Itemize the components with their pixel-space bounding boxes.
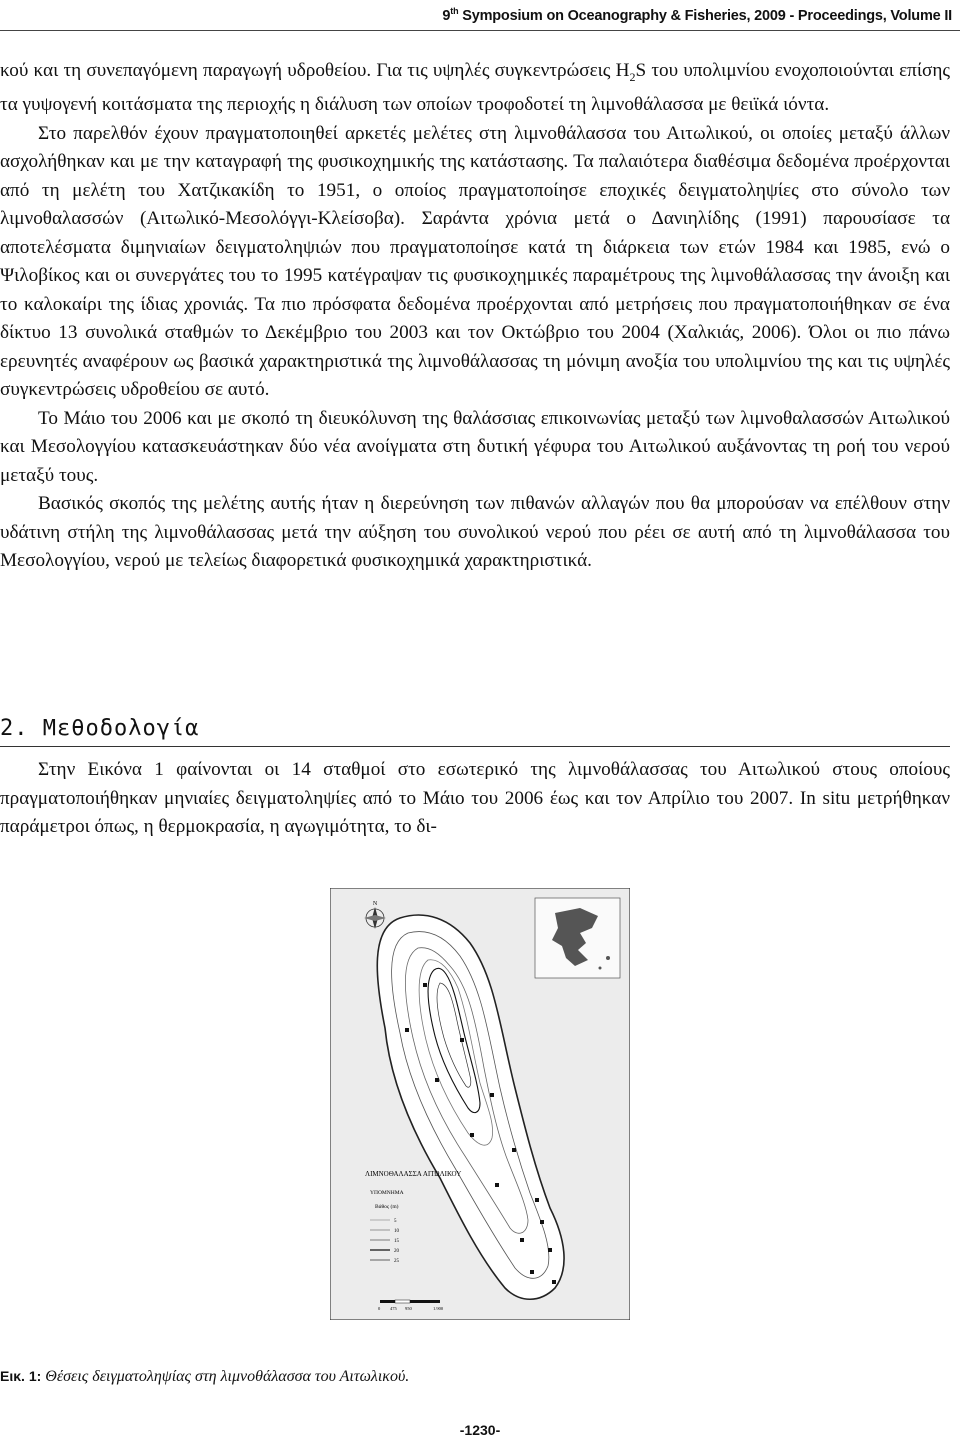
legend-item: 25 bbox=[394, 1259, 399, 1264]
paragraph-2: Στο παρελθόν έχουν πραγματοποιηθεί αρκετές μελέτες στη λιμνοθάλασσα του Αιτωλικού, οι οποίες μεταξύ άλλων ασχολήθηκαν και με την καταγραφή της φυσικοχημικής της κατάστασης. Τα παλαιότερα διαθέσιμα δεδομένα προέρχονται από τη μελέτη του Χατζικακίδη το 1951, ο οποίος πραγματοποίησε εποχικές δειγματοληψίες στο σύνολο των λιμνοθαλασσών (Αιτωλικό-Μεσολόγγι-Κλείσοβα). Σαράντα χρόνια μετά ο Δανιηλίδης (1991) παρουσίασε τα αποτελέσματα διμηνιαίων δειγματοληψιών που πραγματοποίησε κατά τη διάρκεια των ετών 1984 και 1985, ενώ ο Ψιλοβίκος και οι συνεργάτες του το 1995 κατέγραψαν τις φυσικοχημικές παραμέτρους της λιμνοθάλασσας την άνοιξη και το καλοκαίρι της ίδιας χρονιάς. Τα πιο πρόσφατα δεδομένα προέρχονται από μετρήσεις που πραγματοποιήθηκαν σε ένα δίκτυο 13 συνολικά σταθμών το Δεκέμβριο του 2003 και τον Οκτώβριο του 2004 (Χαλκιάς, 2006). Όλοι οι πιο πάνω ερευνητές αναφέρουν ως βασικά χαρακτηριστικά της λιμνοθάλασσας τη μόνιμη ανοξία του υπολιμνίου της και τις υψηλές συγκεντρώσεις υδροθείου σε αυτό. bbox=[0, 122, 950, 401]
legend-item: 5 bbox=[394, 1219, 397, 1224]
station-marker bbox=[535, 1198, 539, 1202]
paragraph-1 bbox=[0, 57, 950, 120]
header-title: Symposium on Oceanography & Fisheries, 2009 - Proceedings, Volume II bbox=[458, 7, 952, 24]
legend-item: 10 bbox=[394, 1229, 399, 1234]
legend-title: ΥΠΟΜΝΗΜΑ bbox=[370, 1190, 404, 1196]
inset-island bbox=[606, 956, 610, 960]
paragraph-1-part-a: κού και τη συνεπαγόμενη παραγωγή υδροθείου. Για τις υψηλές συγκεντρώσεις H bbox=[0, 60, 630, 81]
station-marker bbox=[435, 1078, 439, 1082]
scale-label: 0 bbox=[378, 1306, 381, 1311]
station-marker bbox=[530, 1270, 534, 1274]
paragraph-5: Στην Εικόνα 1 φαίνονται οι 14 σταθμοί στο εσωτερικό της λιμνοθάλασσας του Αιτωλικού στους οποίους πραγματοποιήθηκαν μηνιαίες δειγματοληψίες από το Μάιο του 2006 έως και τον Απρίλιο του 2007. In situ μετρήθηκαν παράμετροι όπως, η θερμοκρασία, η αγωγιμότητα, το δι- bbox=[0, 759, 950, 837]
north-label: N bbox=[372, 901, 378, 907]
body-text bbox=[0, 57, 950, 576]
station-marker bbox=[552, 1280, 556, 1284]
station-marker bbox=[405, 1028, 409, 1032]
station-marker bbox=[520, 1238, 524, 1242]
station-marker bbox=[470, 1133, 474, 1137]
page-number: -1230- bbox=[459, 1422, 501, 1438]
h2s-subscript: 2 bbox=[629, 69, 636, 84]
header-prefix: 9 bbox=[442, 7, 451, 24]
scale-label: 475 bbox=[390, 1306, 397, 1311]
paragraph-3: Το Μάιο του 2006 και με σκοπό τη διευκόλυνση της θαλάσσιας επικοινωνίας μεταξύ των λιμνοθαλασσών Αιτωλικού και Μεσολογγίου κατασκευάστηκαν δύο νέα ανοίγματα στη δυτική γέφυρα του Αιτωλικού αυξάνοντας τη ροή του νερού μεταξύ τους. bbox=[0, 407, 950, 486]
section-heading: 2. Μεθοδολογία bbox=[0, 712, 950, 747]
lagoon-map bbox=[330, 888, 630, 1320]
running-header bbox=[0, 6, 952, 24]
lagoon-map-figure bbox=[330, 888, 630, 1320]
caption-text: Θέσεις δειγματοληψίας στη λιμνοθάλασσα του Αιτωλικού. bbox=[45, 1368, 410, 1385]
paragraph-1-part-b: S του υπολιμνίου ενοχοποιούνται επίσης τα γυψογενή κοιτάσματα της περιοχής η διάλυση των οποίων τροφοδοτεί τη λιμνοθάλασσα με θειϊκά ιόντα. bbox=[0, 60, 950, 116]
scale-label: 950 bbox=[405, 1306, 412, 1311]
legend-item: 20 bbox=[394, 1249, 399, 1254]
figure-caption bbox=[0, 1368, 409, 1386]
station-marker bbox=[548, 1248, 552, 1252]
station-marker bbox=[423, 983, 427, 987]
station-marker bbox=[460, 1038, 464, 1042]
station-marker bbox=[490, 1093, 494, 1097]
header-rule bbox=[0, 30, 960, 31]
header-suffix: th bbox=[450, 6, 459, 16]
caption-label: Εικ. 1: bbox=[0, 1368, 42, 1384]
legend-item: 15 bbox=[394, 1239, 399, 1244]
scale-label: 1.900 bbox=[433, 1306, 444, 1311]
body-text-2 bbox=[0, 756, 950, 842]
station-marker bbox=[512, 1148, 516, 1152]
station-marker bbox=[495, 1183, 499, 1187]
inset-island bbox=[599, 967, 602, 970]
legend-subtitle: Βάθος (m) bbox=[375, 1204, 399, 1210]
map-title: ΛΙΜΝΟΘΑΛΑΣΣΑ ΑΙΤΩΛΙΚΟΥ bbox=[365, 1170, 462, 1178]
paragraph-4: Βασικός σκοπός της μελέτης αυτής ήταν η διερεύνηση των πιθανών αλλαγών που θα μπορούσαν να επέλθουν στην υδάτινη στήλη της λιμνοθάλασσας μετά την αύξηση του συνολικού νερού που ρέει σε αυτή από τη λιμνοθάλασσα του Μεσολογγίου, νερού με τελείως διαφορετικά φυσικοχημικά χαρακτηριστικά. bbox=[0, 493, 950, 572]
station-marker bbox=[540, 1220, 544, 1224]
